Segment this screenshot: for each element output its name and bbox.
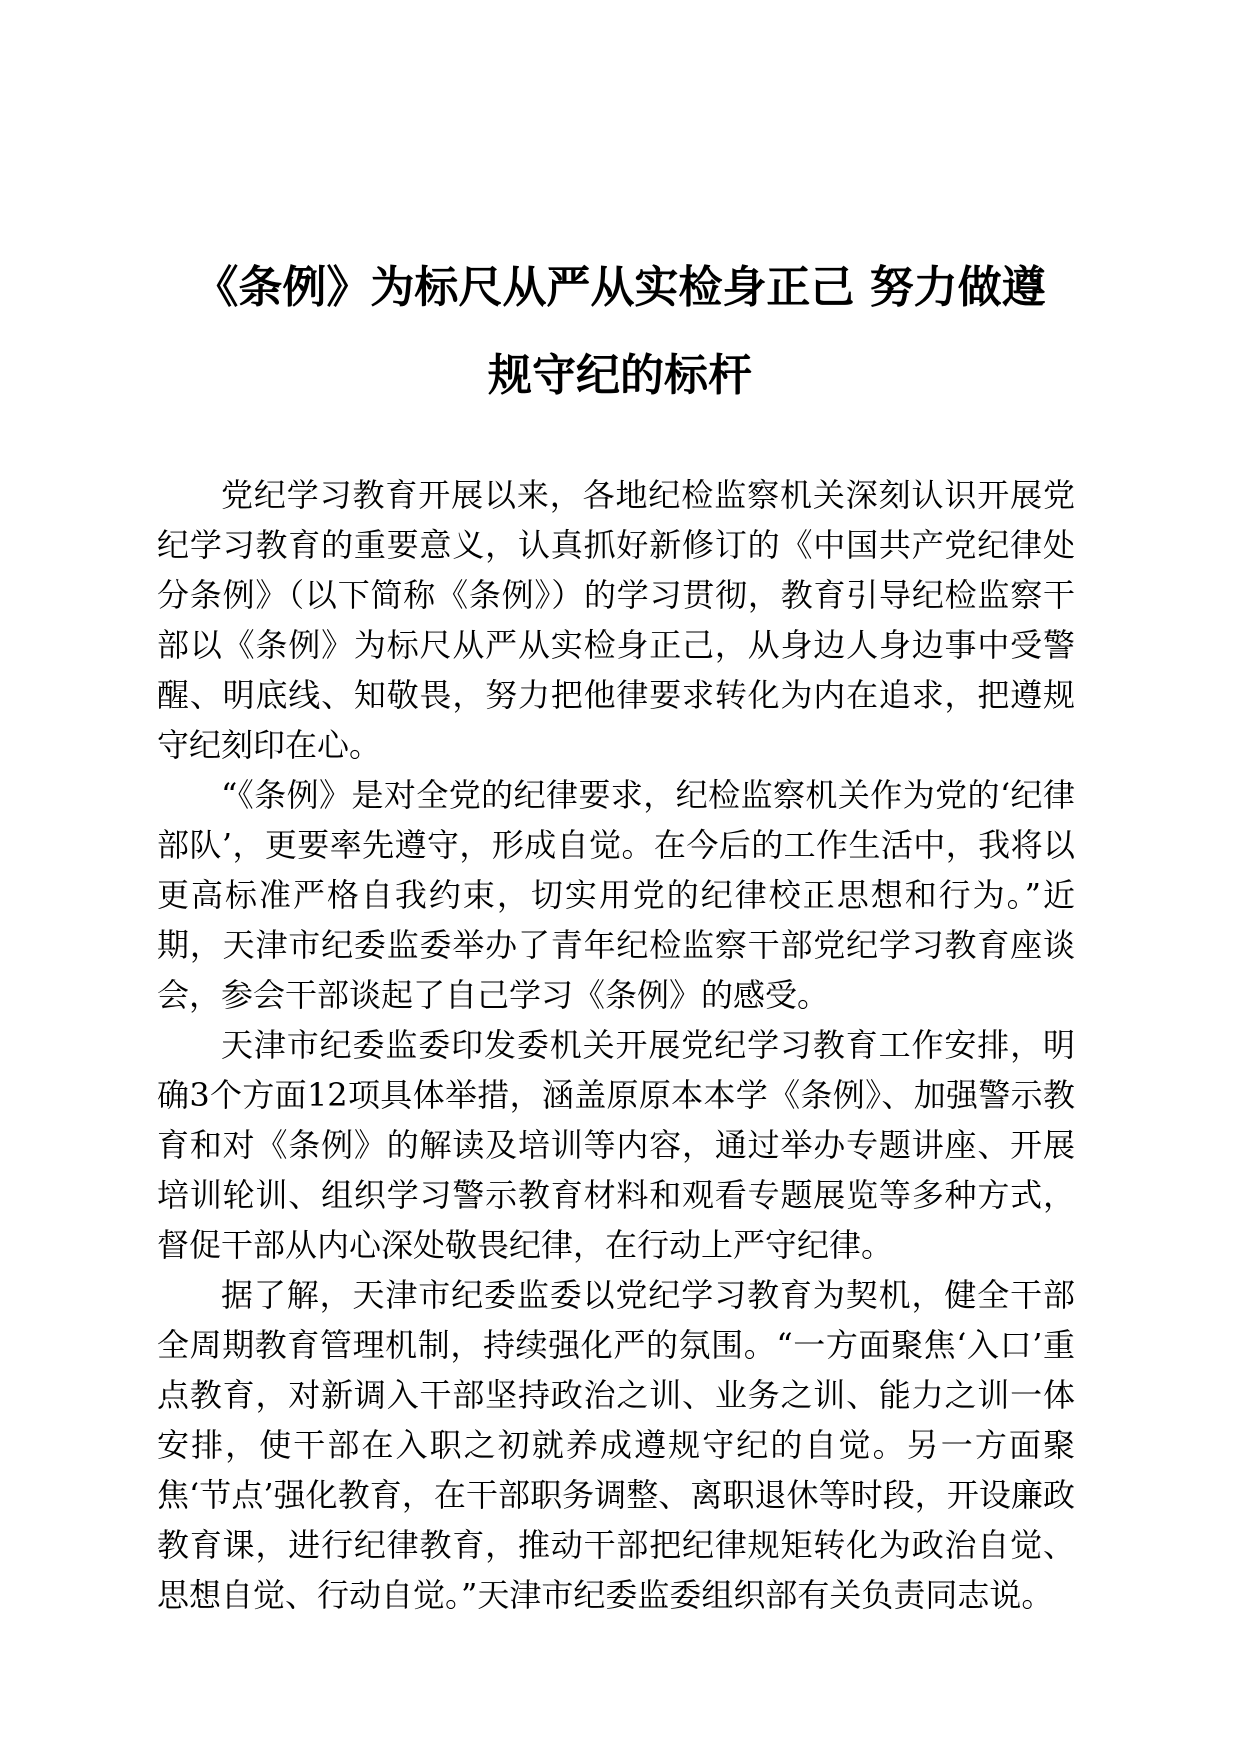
document-title-line-2: 规守纪的标杆 <box>488 350 752 401</box>
document-title-line-1: 《条例》为标尺从严从实检身正己 努力做遵 <box>194 262 1046 313</box>
paragraph-2: “《条例》是对全党的纪律要求，纪检监察机关作为党的‘纪律部队’，更要率先遵守，形成自觉。在今后的工作生活中，我将以更高标准严格自我约束，切实用党的纪律校正思想和行为。”近期，天津市纪委监委举办了青年纪检监察干部党纪学习教育座谈会，参会干部谈起了自己学习《条例》的感受。 <box>157 776 1075 1014</box>
paragraph-4: 据了解，天津市纪委监委以党纪学习教育为契机，健全干部全周期教育管理机制，持续强化严的氛围。“一方面聚焦‘入口’重点教育，对新调入干部坚持政治之训、业务之训、能力之训一体安排，使干部在入职之初就养成遵规守纪的自觉。另一方面聚焦‘节点’强化教育，在干部职务调整、离职退休等时段，开设廉政教育课，进行纪律教育，推动干部把纪律规矩转化为政治自觉、思想自觉、行动自觉。”天津市纪委监委组织部有关负责同志说。 <box>157 1276 1075 1614</box>
paragraph-1: 党纪学习教育开展以来，各地纪检监察机关深刻认识开展党纪学习教育的重要意义，认真抓好新修订的《中国共产党纪律处分条例》（以下简称《条例》）的学习贯彻，教育引导纪检监察干部以《条例》为标尺从严从实检身正己，从身边人身边事中受警醒、明底线、知敬畏，努力把他律要求转化为内在追求，把遵规守纪刻印在心。 <box>157 476 1075 764</box>
document-body <box>157 470 1075 1620</box>
paragraph-3: 天津市纪委监委印发委机关开展党纪学习教育工作安排，明确3个方面12项具体举措，涵盖原原本本学《条例》、加强警示教育和对《条例》的解读及培训等内容，通过举办专题讲座、开展培训轮训、组织学习警示教育材料和观看专题展览等多种方式，督促干部从内心深处敬畏纪律，在行动上严守纪律。 <box>157 1026 1075 1264</box>
